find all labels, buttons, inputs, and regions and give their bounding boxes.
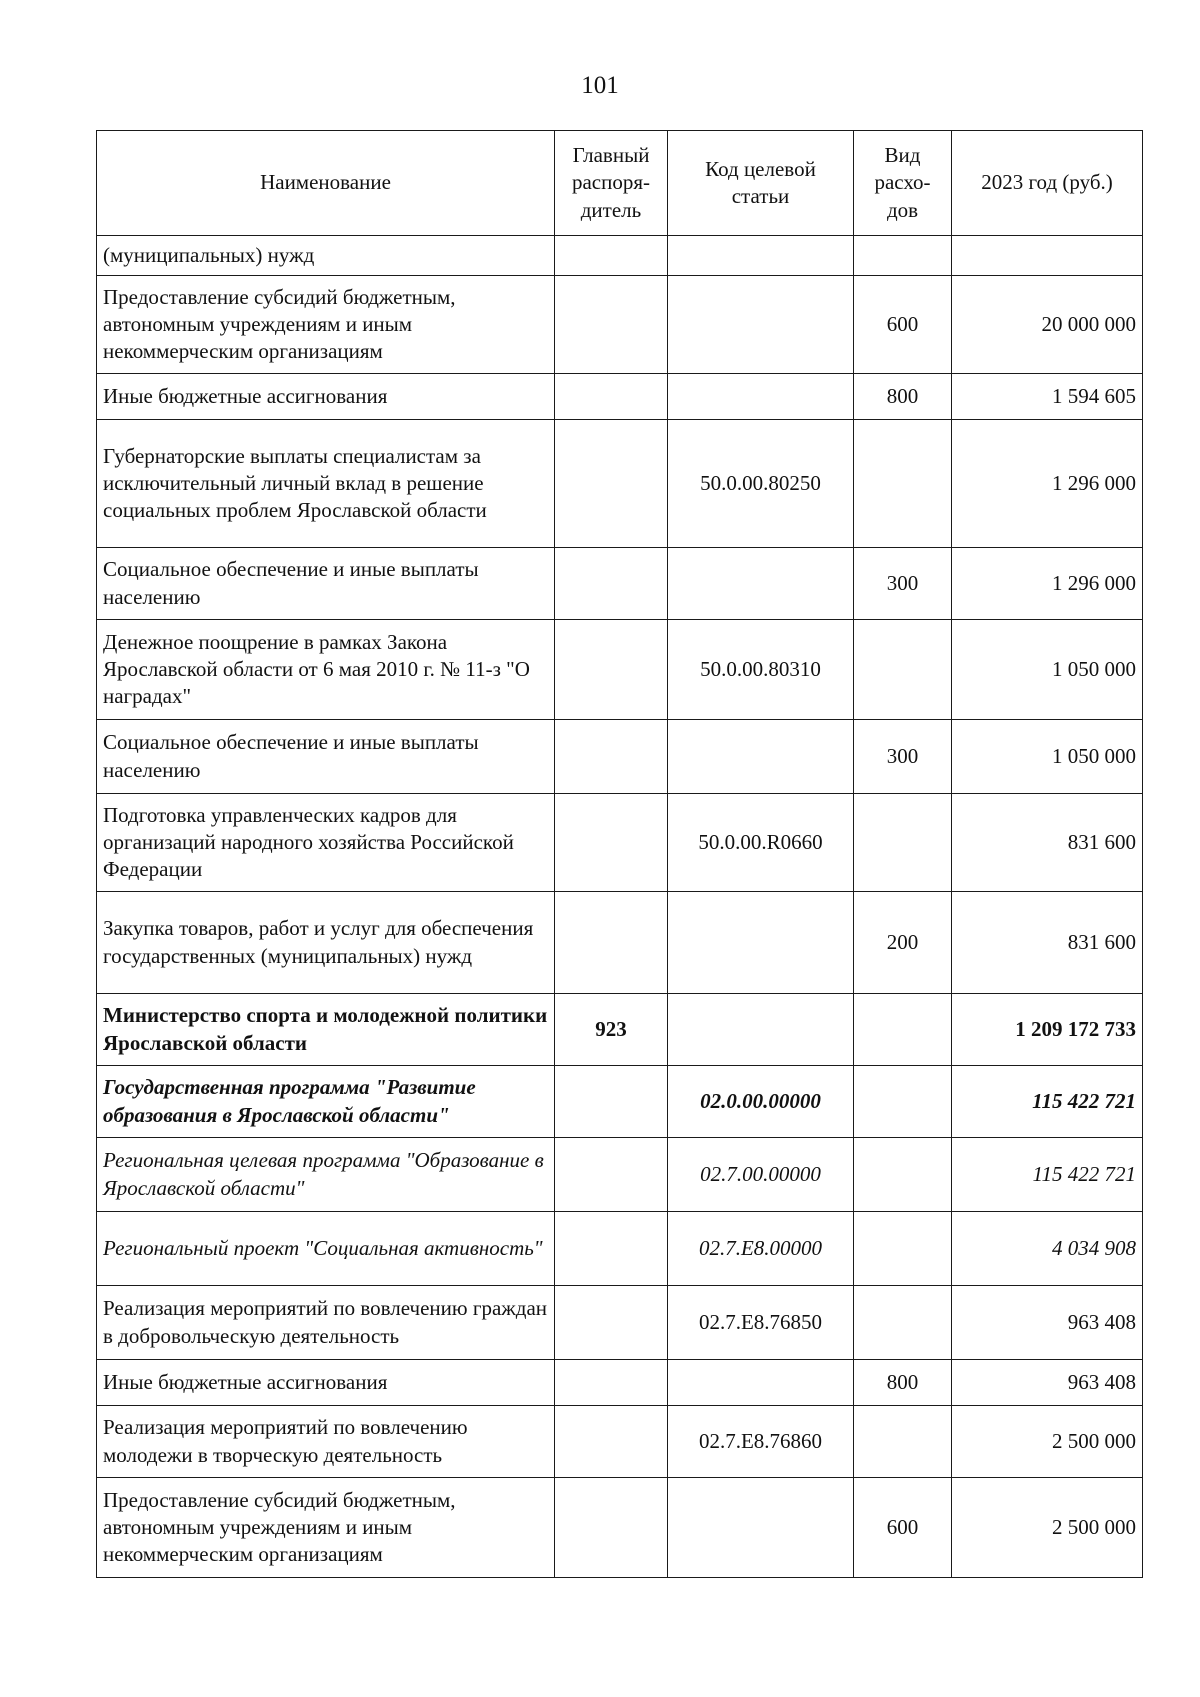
header-name: Наименование bbox=[97, 131, 555, 236]
header-code: Код целевой статьи bbox=[668, 131, 854, 236]
table-row bbox=[97, 236, 1143, 276]
row-code bbox=[668, 1478, 854, 1578]
row-name: Иные бюджетные ассигнования bbox=[97, 1360, 555, 1406]
row-name: Реализация мероприятий по вовлечению граждан в добровольческую деятельность bbox=[97, 1286, 555, 1360]
row-code: 50.0.00.R0660 bbox=[668, 794, 854, 892]
row-expense-type bbox=[854, 1406, 952, 1478]
header-amount: 2023 год (руб.) bbox=[952, 131, 1143, 236]
row-code: 02.7.E8.76860 bbox=[668, 1406, 854, 1478]
row-manager bbox=[555, 620, 668, 720]
header-expense-type: Вид расхо-дов bbox=[854, 131, 952, 236]
table-row bbox=[97, 1360, 1143, 1406]
row-name: Губернаторские выплаты специалистам за исключительный личный вклад в решение социальных проблем Ярославской области bbox=[97, 420, 555, 548]
row-code bbox=[668, 1360, 854, 1406]
row-amount bbox=[952, 236, 1143, 276]
row-code bbox=[668, 720, 854, 794]
row-manager bbox=[555, 420, 668, 548]
table-row bbox=[97, 1212, 1143, 1286]
row-manager bbox=[555, 374, 668, 420]
row-amount: 4 034 908 bbox=[952, 1212, 1143, 1286]
row-amount: 20 000 000 bbox=[952, 276, 1143, 374]
row-amount: 2 500 000 bbox=[952, 1406, 1143, 1478]
row-expense-type: 600 bbox=[854, 276, 952, 374]
row-expense-type bbox=[854, 236, 952, 276]
row-expense-type bbox=[854, 1286, 952, 1360]
row-manager bbox=[555, 1138, 668, 1212]
row-amount: 1 209 172 733 bbox=[952, 994, 1143, 1066]
row-expense-type: 600 bbox=[854, 1478, 952, 1578]
row-amount: 115 422 721 bbox=[952, 1066, 1143, 1138]
row-amount: 1 296 000 bbox=[952, 548, 1143, 620]
row-name: Социальное обеспечение и иные выплаты населению bbox=[97, 548, 555, 620]
row-code: 50.0.00.80250 bbox=[668, 420, 854, 548]
row-code bbox=[668, 892, 854, 994]
row-manager bbox=[555, 1478, 668, 1578]
row-name: Министерство спорта и молодежной политики Ярославской области bbox=[97, 994, 555, 1066]
row-amount: 1 296 000 bbox=[952, 420, 1143, 548]
row-amount: 831 600 bbox=[952, 892, 1143, 994]
row-manager bbox=[555, 1066, 668, 1138]
header-manager: Главный распоря-дитель bbox=[555, 131, 668, 236]
row-code bbox=[668, 236, 854, 276]
row-name: Денежное поощрение в рамках Закона Ярославской области от 6 мая 2010 г. № 11-з "О наградах" bbox=[97, 620, 555, 720]
row-expense-type bbox=[854, 1212, 952, 1286]
row-code bbox=[668, 374, 854, 420]
row-manager: 923 bbox=[555, 994, 668, 1066]
table-row bbox=[97, 1138, 1143, 1212]
row-manager bbox=[555, 720, 668, 794]
row-expense-type: 300 bbox=[854, 720, 952, 794]
row-code: 50.0.00.80310 bbox=[668, 620, 854, 720]
row-name: Предоставление субсидий бюджетным, автономным учреждениям и иным некоммерческим организациям bbox=[97, 1478, 555, 1578]
row-manager bbox=[555, 892, 668, 994]
row-amount: 1 050 000 bbox=[952, 720, 1143, 794]
row-code bbox=[668, 276, 854, 374]
row-manager bbox=[555, 276, 668, 374]
row-amount: 831 600 bbox=[952, 794, 1143, 892]
row-code bbox=[668, 994, 854, 1066]
table-row bbox=[97, 420, 1143, 548]
row-code bbox=[668, 548, 854, 620]
row-code: 02.7.E8.00000 bbox=[668, 1212, 854, 1286]
row-amount: 2 500 000 bbox=[952, 1478, 1143, 1578]
row-manager bbox=[555, 1286, 668, 1360]
row-manager bbox=[555, 1360, 668, 1406]
page-number: 101 bbox=[581, 72, 619, 99]
row-expense-type bbox=[854, 994, 952, 1066]
row-expense-type bbox=[854, 794, 952, 892]
row-name: Иные бюджетные ассигнования bbox=[97, 374, 555, 420]
row-code: 02.7.00.00000 bbox=[668, 1138, 854, 1212]
table-row bbox=[97, 720, 1143, 794]
row-manager bbox=[555, 1212, 668, 1286]
row-name: Подготовка управленческих кадров для организаций народного хозяйства Российской Федерации bbox=[97, 794, 555, 892]
row-expense-type: 800 bbox=[854, 1360, 952, 1406]
table-row bbox=[97, 620, 1143, 720]
table-row bbox=[97, 374, 1143, 420]
row-name: Закупка товаров, работ и услуг для обеспечения государственных (муниципальных) нужд bbox=[97, 892, 555, 994]
row-expense-type bbox=[854, 1066, 952, 1138]
row-name: Социальное обеспечение и иные выплаты населению bbox=[97, 720, 555, 794]
table-row bbox=[97, 1066, 1143, 1138]
table-row bbox=[97, 548, 1143, 620]
table-header-row bbox=[97, 131, 1143, 236]
table-row bbox=[97, 1286, 1143, 1360]
row-expense-type bbox=[854, 420, 952, 548]
row-code: 02.0.00.00000 bbox=[668, 1066, 854, 1138]
row-amount: 963 408 bbox=[952, 1286, 1143, 1360]
table-body bbox=[97, 236, 1143, 1578]
table-row bbox=[97, 794, 1143, 892]
row-amount: 115 422 721 bbox=[952, 1138, 1143, 1212]
row-name: Региональный проект "Социальная активность" bbox=[97, 1212, 555, 1286]
row-name: Государственная программа "Развитие образования в Ярославской области" bbox=[97, 1066, 555, 1138]
row-manager bbox=[555, 236, 668, 276]
row-expense-type: 300 bbox=[854, 548, 952, 620]
table-row bbox=[97, 1478, 1143, 1578]
row-expense-type: 200 bbox=[854, 892, 952, 994]
row-expense-type: 800 bbox=[854, 374, 952, 420]
row-code: 02.7.E8.76850 bbox=[668, 1286, 854, 1360]
table-row bbox=[97, 1406, 1143, 1478]
row-amount: 1 594 605 bbox=[952, 374, 1143, 420]
row-name: Реализация мероприятий по вовлечению молодежи в творческую деятельность bbox=[97, 1406, 555, 1478]
row-name: (муниципальных) нужд bbox=[97, 236, 555, 276]
row-manager bbox=[555, 1406, 668, 1478]
row-manager bbox=[555, 794, 668, 892]
row-name: Региональная целевая программа "Образование в Ярославской области" bbox=[97, 1138, 555, 1212]
table-row bbox=[97, 276, 1143, 374]
table-row bbox=[97, 994, 1143, 1066]
budget-table bbox=[96, 130, 1143, 1578]
row-manager bbox=[555, 548, 668, 620]
row-amount: 1 050 000 bbox=[952, 620, 1143, 720]
row-expense-type bbox=[854, 620, 952, 720]
row-expense-type bbox=[854, 1138, 952, 1212]
row-amount: 963 408 bbox=[952, 1360, 1143, 1406]
table-row bbox=[97, 892, 1143, 994]
row-name: Предоставление субсидий бюджетным, автономным учреждениям и иным некоммерческим организациям bbox=[97, 276, 555, 374]
